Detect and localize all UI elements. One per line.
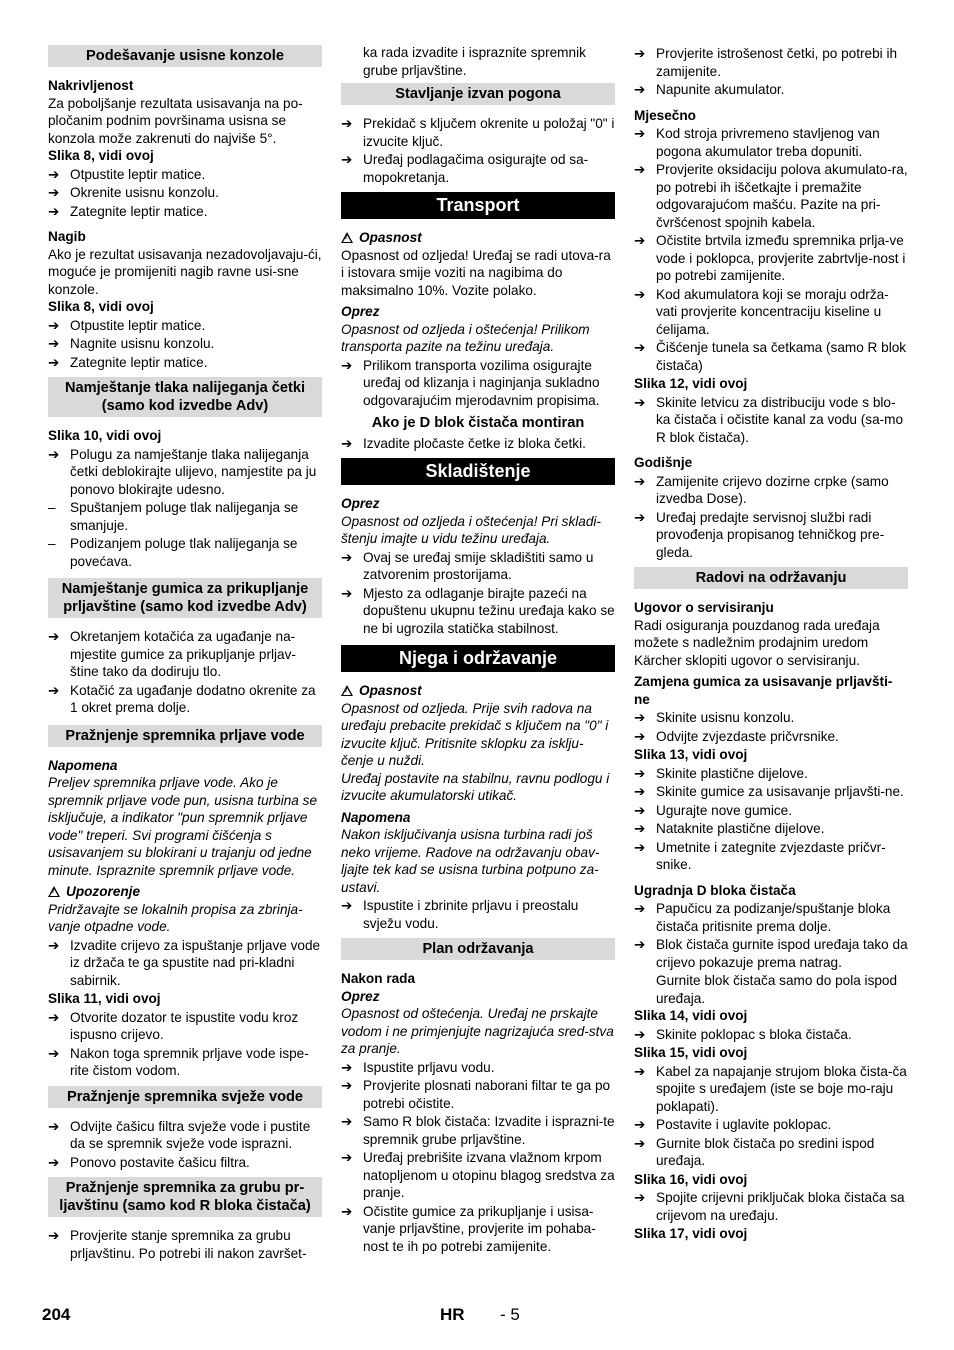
arrow-icon: ➔ [48, 446, 60, 462]
step-item [341, 1203, 615, 1256]
chapter-heading: Njega i održavanje [341, 645, 615, 672]
subheading: Ako je D blok čistača montiran [371, 415, 585, 431]
step-text: Provjerite oksidaciju polova akumulato-ra, po potrebi ih iščetkajte i premažite odgovarajućom mašću. Pazite na pri-čvršćenost spojnih kabela. [656, 162, 908, 230]
step-text: Spuštanjem poluge tlak nalijeganja se smanjuje. [70, 500, 299, 533]
arrow-icon: ➔ [48, 1154, 60, 1170]
step-text: Samo R blok čistača: Izvadite i isprazni-te spremnik grube prljavštine. [363, 1114, 615, 1147]
step-text: Izvadite pločaste četke iz bloka četki. [363, 435, 586, 451]
step-text: Zamijenite crijevo dozirne crpke (samo izvedba Dose). [656, 473, 889, 506]
step-text: Odvijte zvjezdaste pričvrsnike. [656, 728, 839, 744]
chapter-heading: Transport [341, 192, 615, 219]
section-heading: Pražnjenje spremnika za grubu pr-ljavštinu (samo kod R bloka čistača) [48, 1177, 322, 1217]
subheading: Nakrivljenost [48, 78, 134, 93]
arrow-icon: ➔ [341, 1114, 353, 1129]
figure-ref: Slika 8, vidi ovoj [48, 299, 154, 314]
step-text: Ugurajte nove gumice. [656, 802, 793, 818]
step-text: Podizanjem poluge tlak nalijeganja se povećava. [70, 536, 298, 569]
step-text: Kabel za napajanje strujom bloka čista-ča spojite s uređajem (iste se boje mo-raju poklapati). [656, 1063, 907, 1114]
step-text: Prekidač s ključem okrenite u položaj "0" i izvucite ključ. [363, 116, 615, 149]
step-text: Nakon toga spremnik prljave vode ispe-rite čistom vodom. [70, 1045, 309, 1078]
arrow-icon: ➔ [634, 1026, 646, 1042]
arrow-icon: ➔ [48, 185, 60, 200]
page-number: 204 [42, 1305, 71, 1324]
arrow-icon: ➔ [634, 710, 646, 725]
step-item [48, 682, 322, 717]
step-text: Napunite akumulator. [656, 82, 785, 97]
step-text: Mjesto za odlaganje birajte pazeći na dopuštenu ukupnu težinu uređaja kako se ne bi ugrozila statička stabilnost. [363, 585, 615, 636]
step-text: Provjerite plosnati naborani filtar te ga po potrebi očistite. [363, 1078, 611, 1111]
step-text: Ispustite prljavu vodu. [363, 1059, 495, 1075]
step-text: Uređaj podlagačima osigurajte od sa-mopokretanja. [363, 152, 589, 185]
step-item [341, 1149, 615, 1202]
arrow-icon: ➔ [634, 286, 646, 302]
step-list [634, 1026, 908, 1044]
column-2 [341, 44, 615, 1256]
arrow-icon: ➔ [48, 682, 60, 698]
step-list [634, 473, 908, 562]
step-text: Umetnite i zategnite zvjezdaste pričvr-snike. [656, 839, 886, 872]
step-item [48, 1154, 322, 1172]
arrow-icon: ➔ [341, 435, 353, 451]
step-text: Skinite plastične dijelove. [656, 765, 808, 781]
step-text: Otvorite dozator te ispustite vodu kroz ispusno crijevo. [70, 1009, 299, 1042]
caution-text: Opasnost od ozljeda i oštećenja! Prilikom transporta pazite na težinu uređaja. [341, 321, 590, 354]
subheading: Nakon rada [341, 971, 416, 986]
column-1 [48, 44, 322, 1263]
figure-ref: Slika 16, vidi ovoj [634, 1171, 748, 1187]
section-heading: Namještanje gumica za prikupljanje prljavštine (samo kod izvedbe Adv) [48, 578, 322, 618]
caution-label: Oprez [341, 304, 380, 319]
step-item [634, 1063, 908, 1116]
note-text: Preljev spremnika prljave vode. Ako je spremnik prljave vode pun, usisna turbina se isključuje, a indikator "pun spremnik prljave vode" treperi. Svi programi čišćenja s usisavanjem su blokirani u trajanju od jedne minute. Ispraznite spremnik prljave vode. [48, 775, 318, 878]
step-text: Skinite gumice za usisavanje prljavšti-ne. [656, 784, 904, 799]
column-3 [634, 44, 908, 1243]
step-item [634, 473, 908, 508]
step-item [341, 435, 615, 453]
step-text: Okretanjem kotačića za ugađanje na-mjestite gumice za prikupljanje prljav-štine tako da dodiruju tlo. [70, 629, 296, 679]
arrow-icon: ➔ [341, 898, 353, 913]
step-list [341, 549, 615, 638]
step-text: Otpustite leptir matice. [70, 166, 206, 182]
figure-ref: Slika 11, vidi ovoj [48, 991, 161, 1006]
step-text: Izvadite crijevo za ispuštanje prljave vode iz držača te ga spustite nad pri-kladni sabirnik. [70, 937, 321, 988]
caution-label: Oprez [341, 988, 380, 1004]
step-text: Spojite crijevni priključak bloka čistača sa crijevom na uređaju. [656, 1190, 905, 1223]
figure-ref: Slika 8, vidi ovoj [48, 148, 154, 163]
step-text: Gurnite blok čistača po sredini ispod uređaja. [656, 1135, 875, 1168]
arrow-icon: ➔ [341, 152, 353, 167]
arrow-icon: ➔ [634, 1190, 646, 1205]
arrow-icon: ➔ [341, 1150, 353, 1165]
arrow-icon: ➔ [634, 82, 646, 97]
step-list [634, 709, 908, 745]
step-list [48, 1009, 322, 1080]
step-text: Kod stroja privremeno stavljenog van pogona akumulator treba dopuniti. [656, 126, 880, 159]
caution-text: Opasnost od ozljeda i oštećenja! Pri skladi-štenju imajte u vidu težinu uređaja. [341, 513, 601, 546]
arrow-icon: ➔ [634, 233, 646, 248]
step-text: Skinite letvicu za distribuciju vode s blo-ka čistača i očistite kanal za vodu (sa-mo R blok čistača). [656, 394, 904, 445]
arrow-icon: ➔ [341, 549, 353, 565]
step-text: Očistite brtvila između spremnika prlja-ve vode i poklopca, provjerite zabrtvlje-nost i po potrebi zamijenite. [656, 233, 906, 283]
step-list [634, 765, 908, 874]
step-text: Papučicu za podizanje/spuštanje bloka čistača pritisnite prema dolje. [656, 901, 891, 934]
warning-text: Pridržavajte se lokalnih propisa za zbrinja-vanje otpadne vode. [48, 901, 303, 934]
step-item [634, 765, 908, 783]
subheading: Ugradnja D bloka čistača [634, 882, 796, 898]
arrow-icon: ➔ [341, 116, 353, 131]
arrow-icon: ➔ [634, 784, 646, 799]
subheading: Ugovor o servisiranju [634, 600, 774, 615]
arrow-icon: ➔ [341, 1059, 353, 1075]
step-item [48, 1009, 322, 1044]
step-text: Ovaj se uređaj smije skladištiti samo u zatvorenim prostorijama. [363, 549, 594, 582]
step-item [341, 549, 615, 584]
step-list [341, 1059, 615, 1256]
arrow-icon: ➔ [634, 162, 646, 177]
figure-ref: Slika 14, vidi ovoj [634, 1008, 748, 1023]
dash-icon: – [48, 536, 56, 551]
step-text: Prilikom transporta vozilima osigurajte uređaj od klizanja i naginjanja sukladno odgovarajućim mjerodavnim propisima. [363, 357, 600, 408]
arrow-icon: ➔ [634, 509, 646, 525]
step-item [48, 1118, 322, 1153]
step-list [48, 937, 322, 990]
arrow-icon: ➔ [48, 336, 60, 351]
arrow-icon: ➔ [634, 1135, 646, 1151]
figure-ref: Slika 13, vidi ovoj [634, 747, 748, 762]
step-item [634, 81, 908, 99]
arrow-icon: ➔ [48, 629, 60, 644]
step-item [634, 45, 908, 80]
step-item [341, 357, 615, 410]
step-item [634, 820, 908, 838]
step-item [634, 728, 908, 746]
danger-text: Uređaj postavite na stabilnu, ravnu podlogu i izvucite akumulatorski utikač. [341, 770, 610, 803]
step-item [341, 1113, 615, 1148]
step-item [341, 585, 615, 638]
step-item [48, 184, 322, 202]
step-item [634, 509, 908, 562]
step-text: Zategnite leptir matice. [70, 354, 208, 370]
step-list [634, 125, 908, 374]
step-text: Skinite usisnu konzolu. [656, 710, 795, 725]
step-text: Postavite i uglavite poklopac. [656, 1117, 832, 1132]
warning-icon [341, 685, 353, 696]
arrow-icon: ➔ [341, 1203, 353, 1219]
step-item [634, 339, 908, 374]
step-list [634, 394, 908, 447]
arrow-icon: ➔ [634, 126, 646, 141]
arrow-icon: ➔ [634, 1117, 646, 1132]
step-item [48, 1227, 322, 1262]
arrow-icon: ➔ [341, 1078, 353, 1093]
arrow-icon: ➔ [634, 1063, 646, 1079]
step-text: Blok čistača gurnite ispod uređaja tako da crijevo pokazuje prema natrag. [656, 937, 908, 970]
arrow-icon: ➔ [634, 394, 646, 410]
warning-label: !Upozorenje [48, 883, 322, 901]
step-item [634, 394, 908, 447]
step-list [48, 1118, 322, 1172]
step-item [634, 232, 908, 285]
arrow-icon: ➔ [634, 802, 646, 818]
arrow-icon: ➔ [634, 839, 646, 855]
step-text: Otpustite leptir matice. [70, 317, 206, 333]
arrow-icon: ➔ [634, 46, 646, 61]
step-list [48, 628, 322, 717]
figure-ref: Slika 10, vidi ovoj [48, 428, 162, 443]
arrow-icon: ➔ [634, 340, 646, 355]
paragraph: Radi osiguranja pouzdanog rada uređaja možete s nadležnim prodajnim uredom Kärcher sklopiti ugovor o servisiranju. [634, 617, 880, 668]
step-list [341, 897, 615, 932]
section-heading: Pražnjenje spremnika prljave vode [48, 725, 322, 747]
step-item [48, 335, 322, 353]
note-label: Napomena [48, 757, 118, 773]
step-item [634, 286, 908, 339]
step-item [48, 937, 322, 990]
arrow-icon: ➔ [634, 765, 646, 781]
paragraph: ka rada izvadite i ispraznite spremnik grube prljavštine. [363, 45, 586, 78]
step-list [634, 1189, 908, 1224]
section-heading: Pražnjenje spremnika svježe vode [48, 1086, 322, 1108]
warning-icon [341, 232, 353, 243]
danger-label: !Opasnost [341, 682, 615, 700]
step-item [634, 125, 908, 160]
step-item [634, 802, 908, 820]
arrow-icon: ➔ [48, 937, 60, 953]
section-heading: Namještanje tlaka nalijeganja četki (samo kod izvedbe Adv) [48, 377, 322, 417]
step-list [634, 45, 908, 99]
step-item [634, 1189, 908, 1224]
arrow-icon: ➔ [634, 821, 646, 836]
dash-item [48, 499, 322, 534]
step-text: Ispustite i zbrinite prljavu i preostalu svježu vodu. [363, 898, 579, 931]
danger-label: !Opasnost [341, 229, 615, 247]
subheading: Mjesečno [634, 107, 696, 123]
section-page-number: - 5 [500, 1305, 520, 1324]
caution-label: Oprez [341, 496, 380, 511]
arrow-icon: ➔ [634, 728, 646, 744]
figure-ref: Slika 17, vidi ovoj [634, 1226, 748, 1241]
section-heading: Radovi na održavanju [634, 567, 908, 589]
arrow-icon: ➔ [48, 317, 60, 333]
step-text: Kod akumulatora koji se moraju održa-vati provjerite koncentraciju kiseline u ćelijama. [656, 286, 889, 337]
subheading: Zamjena gumica za usisavanje prljavšti-ne [634, 674, 893, 707]
paragraph: Ako je rezultat usisavanja nezadovoljavaju-ći, moguće je promijeniti nagib ravne usi-sne konzole. [48, 246, 322, 297]
figure-ref: Slika 15, vidi ovoj [634, 1045, 748, 1060]
step-text: Uređaj predajte servisnoj službi radi provođenja propisanog tehničkog pre-gleda. [656, 509, 885, 560]
arrow-icon: ➔ [48, 1009, 60, 1025]
step-list [48, 166, 322, 221]
step-item [634, 936, 908, 971]
arrow-icon: ➔ [341, 357, 353, 373]
note-label: Napomena [341, 809, 411, 825]
arrow-icon: ➔ [48, 1118, 60, 1134]
dash-item [48, 535, 322, 570]
arrow-icon: ➔ [48, 1045, 60, 1061]
note-text: Nakon isključivanja usisna turbina radi još neko vrijeme. Radove na održavanju obav-ljajte tek kad se usisna turbina potpuno za-ustavi. [341, 827, 600, 895]
step-item [634, 1135, 908, 1170]
step-text: Ponovo postavite čašicu filtra. [70, 1154, 250, 1170]
step-text: Zategnite leptir matice. [70, 203, 208, 219]
arrow-icon: ➔ [634, 901, 646, 916]
section-heading: Stavljanje izvan pogona [341, 83, 615, 105]
step-item [341, 115, 615, 150]
subheading: Godišnje [634, 455, 693, 470]
section-heading: Plan održavanja [341, 938, 615, 960]
step-list [634, 1063, 908, 1170]
section-heading: Podešavanje usisne konzole [48, 45, 322, 67]
step-item [48, 628, 322, 681]
step-item [634, 1026, 908, 1044]
arrow-icon: ➔ [48, 203, 60, 219]
step-item [341, 151, 615, 186]
arrow-icon: ➔ [341, 585, 353, 601]
step-list [341, 435, 615, 453]
step-text: Skinite poklopac s bloka čistača. [656, 1026, 852, 1042]
step-list [341, 357, 615, 410]
step-list [634, 900, 908, 971]
step-item [341, 1059, 615, 1077]
arrow-icon: ➔ [48, 1228, 60, 1243]
step-item [634, 709, 908, 727]
step-text: Okrenite usisnu konzolu. [70, 185, 219, 200]
danger-text: Opasnost od ozljeda! Uređaj se radi utova-ra i istovara smije voziti na nagibima do maksimalno 10%. Vozite polako. [341, 247, 611, 298]
warning-icon [48, 886, 60, 897]
step-list [48, 446, 322, 499]
step-text: Kotačić za ugađanje dodatno okrenite za 1 okret prema dolje. [70, 682, 316, 715]
step-item [634, 783, 908, 801]
step-text: Nagnite usisnu konzolu. [70, 336, 215, 351]
step-text: Odvijte čašicu filtra svježe vode i pustite da se spremnik svježe vode isprazni. [70, 1118, 311, 1151]
step-text: Čišćenje tunela sa četkama (samo R blok čistača) [656, 340, 907, 373]
danger-text: Opasnost od ozljeda. Prije svih radova na uređaju prebacite prekidač s ključem na "0" i izvucite ključ. Pritisnite sklopku za isklju-čenje u nuždi. [341, 700, 609, 768]
step-text: Provjerite istrošenost četki, po potrebi ih zamijenite. [656, 46, 898, 79]
step-text: Polugu za namještanje tlaka nalijeganja četki deblokirajte ulijevo, namjestite pa ju ponovo blokirajte udesno. [70, 446, 317, 497]
step-item [48, 203, 322, 221]
step-item [48, 317, 322, 335]
caution-text: Opasnost od oštećenja. Uređaj ne prskajte vodom i ne primjenjujte nagrizajuća sred-stva za pranje. [341, 1006, 614, 1056]
arrow-icon: ➔ [48, 166, 60, 182]
step-item [634, 1116, 908, 1134]
step-list [48, 317, 322, 372]
step-item [634, 900, 908, 935]
dash-icon: – [48, 500, 56, 515]
arrow-icon: ➔ [48, 354, 60, 370]
step-text: Provjerite stanje spremnika za grubu prljavštinu. Po potrebi ili nakon završet- [70, 1228, 307, 1261]
step-text: Uređaj prebrišite izvana vlažnom krpom natopljenom u otopinu blagog sredstva za pranje. [363, 1150, 615, 1200]
step-item [48, 1045, 322, 1080]
step-item [48, 354, 322, 372]
step-item [341, 897, 615, 932]
step-item [634, 161, 908, 231]
arrow-icon: ➔ [634, 473, 646, 489]
step-item [48, 446, 322, 499]
subheading: Nagib [48, 229, 86, 244]
paragraph: Za poboljšanje rezultata usisavanja na po-pločanim podnim površinama usisna se konzola može zakrenuti do najviše 5°. [48, 95, 303, 146]
arrow-icon: ➔ [634, 937, 646, 952]
step-text: Očistite gumice za prikupljanje i usisa-vanje prljavštine, provjerite im pohaba-nost te ih po potrebi zamijenite. [363, 1203, 596, 1254]
step-list [341, 115, 615, 186]
dash-list [48, 499, 322, 570]
figure-ref: Slika 12, vidi ovoj [634, 376, 748, 391]
step-list [48, 1227, 322, 1262]
step-item [634, 839, 908, 874]
paragraph: Gurnite blok čistača samo do pola ispod uređaja. [656, 973, 898, 1006]
step-text: Nataknite plastične dijelove. [656, 821, 825, 836]
step-item [48, 166, 322, 184]
language-code: HR [440, 1305, 465, 1324]
chapter-heading: Skladištenje [341, 458, 615, 485]
step-item [341, 1077, 615, 1112]
